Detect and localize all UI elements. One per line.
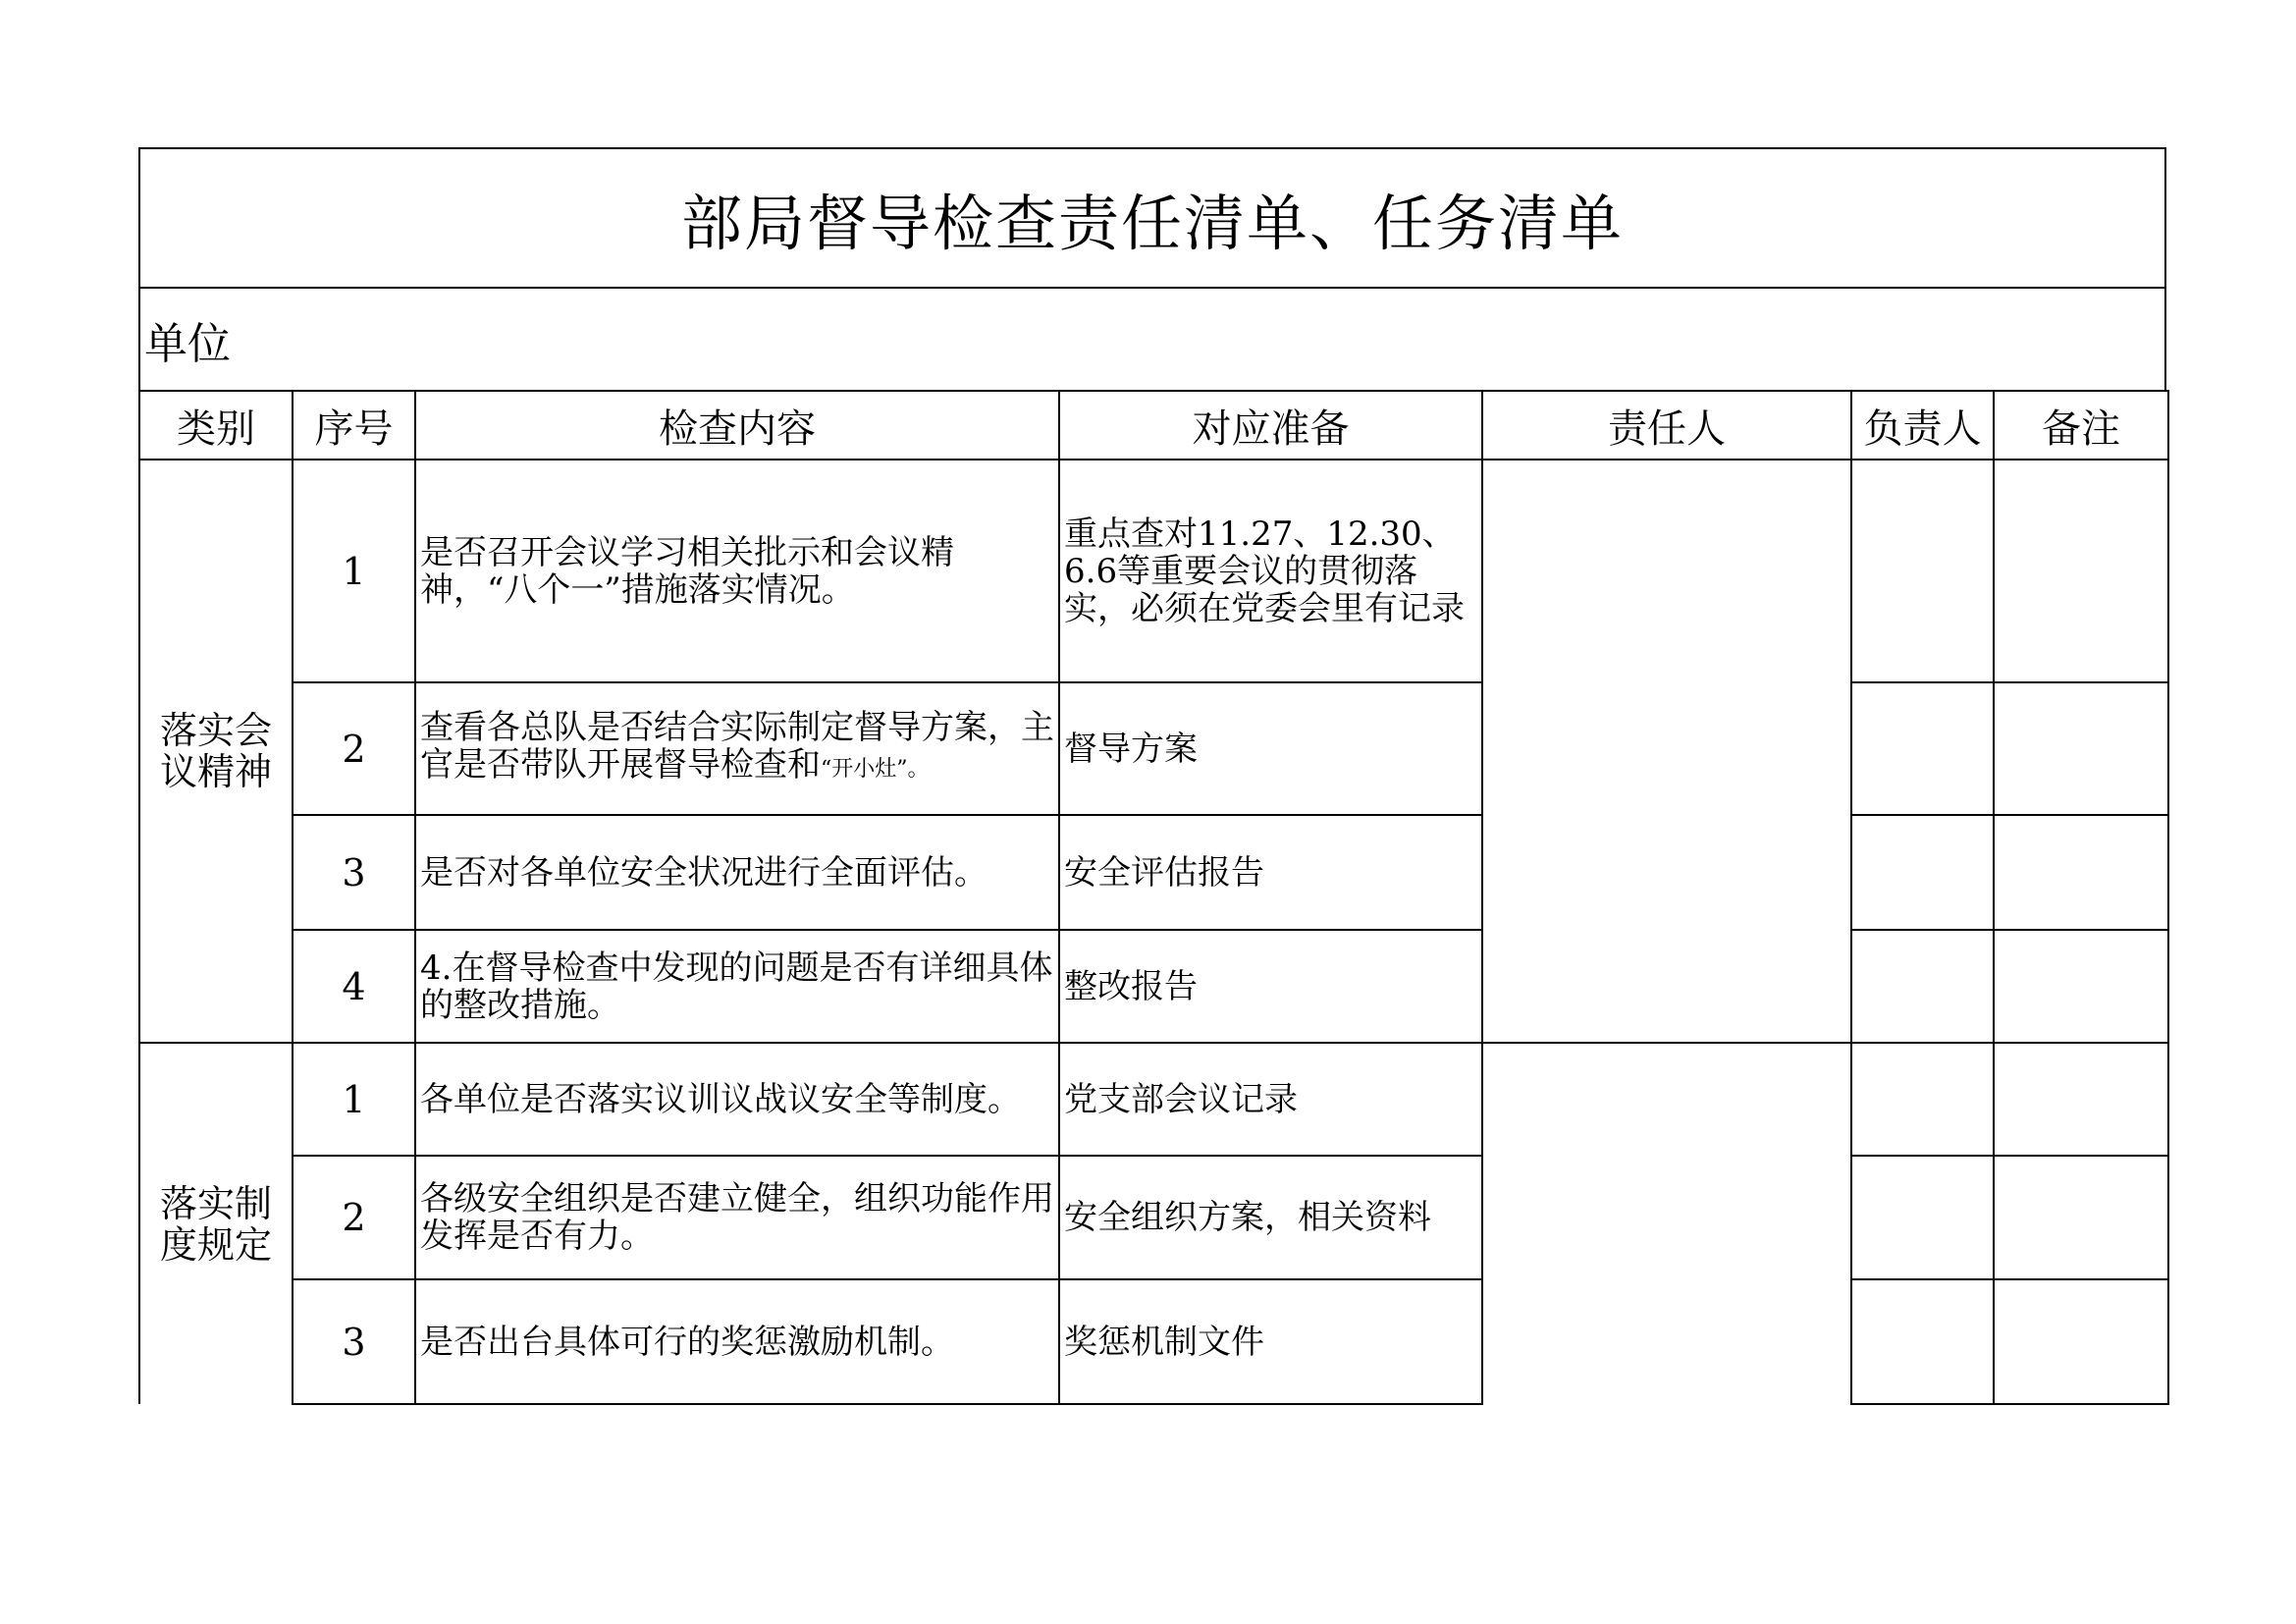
preparation-cell: 奖惩机制文件 [1059, 1279, 1482, 1404]
remarks-cell [1994, 815, 2168, 930]
table-row [139, 682, 2168, 815]
lead-cell [1851, 1156, 1994, 1279]
table-row [139, 815, 2168, 930]
content-cell: 是否召开会议学习相关批示和会议精神，“八个一”措施落实情况。 [415, 460, 1059, 682]
lead-cell [1851, 815, 1994, 930]
remarks-cell [1994, 682, 2168, 815]
content-cell: 4.在督导检查中发现的问题是否有详细具体的整改措施。 [415, 930, 1059, 1043]
header-seq: 序号 [293, 391, 415, 460]
lead-cell [1851, 682, 1994, 815]
lead-cell [1851, 1043, 1994, 1156]
header-content: 检查内容 [415, 391, 1059, 460]
preparation-cell: 重点查对11.27、12.30、6.6等重要会议的贯彻落实，必须在党委会里有记录 [1059, 460, 1482, 682]
content-cell: 是否出台具体可行的奖惩激励机制。 [415, 1279, 1059, 1404]
category-cell [139, 460, 293, 1043]
remarks-cell [1994, 1279, 2168, 1404]
responsible-cell [1482, 460, 1851, 1043]
header-category: 类别 [139, 391, 293, 460]
table-row [139, 930, 2168, 1043]
seq-cell: 3 [293, 815, 415, 930]
preparation-cell: 党支部会议记录 [1059, 1043, 1482, 1156]
category-cell [139, 1043, 293, 1404]
table-row [139, 460, 2168, 682]
content-text: 查看各总队是否结合实际制定督导方案，主官是否带队开展督导检查和 [420, 708, 1054, 785]
remarks-cell [1994, 1043, 2168, 1156]
seq-cell: 1 [293, 460, 415, 682]
title-cell [138, 147, 2166, 289]
content-cell: 各级安全组织是否建立健全，组织功能作用发挥是否有力。 [415, 1156, 1059, 1279]
seq-cell: 4 [293, 930, 415, 1043]
lead-cell [1851, 460, 1994, 682]
header-responsible: 责任人 [1482, 391, 1851, 460]
preparation-cell: 安全评估报告 [1059, 815, 1482, 930]
header-preparation: 对应准备 [1059, 391, 1482, 460]
checklist-table [138, 390, 2169, 1405]
content-cell: 各单位是否落实议训议战议安全等制度。 [415, 1043, 1059, 1156]
seq-cell: 3 [293, 1279, 415, 1404]
table-row [139, 1043, 2168, 1156]
seq-cell: 2 [293, 682, 415, 815]
preparation-cell: 整改报告 [1059, 930, 1482, 1043]
table-row [139, 1156, 2168, 1279]
seq-cell: 1 [293, 1043, 415, 1156]
preparation-cell: 安全组织方案，相关资料 [1059, 1156, 1482, 1279]
unit-label: 单位 [144, 319, 231, 369]
content-cell: 是否对各单位安全状况进行全面评估。 [415, 815, 1059, 930]
remarks-cell [1994, 930, 2168, 1043]
remarks-cell [1994, 1156, 2168, 1279]
responsible-cell [1482, 1043, 1851, 1404]
header-remarks: 备注 [1994, 391, 2168, 460]
seq-cell: 2 [293, 1156, 415, 1279]
preparation-cell: 督导方案 [1059, 682, 1482, 815]
category-text: 落实制度规定 [159, 1181, 272, 1267]
header-row [139, 391, 2168, 460]
unit-row [138, 289, 2166, 391]
table-row [139, 1279, 2168, 1404]
content-small-text: “开小灶”。 [821, 757, 930, 782]
content-cell [415, 682, 1059, 815]
remarks-cell [1994, 460, 2168, 682]
lead-cell [1851, 930, 1994, 1043]
category-text: 落实会议精神 [159, 709, 272, 793]
page-title: 部局督导检查责任清单、任务清单 [680, 187, 1624, 259]
lead-cell [1851, 1279, 1994, 1404]
header-lead: 负责人 [1851, 391, 1994, 460]
